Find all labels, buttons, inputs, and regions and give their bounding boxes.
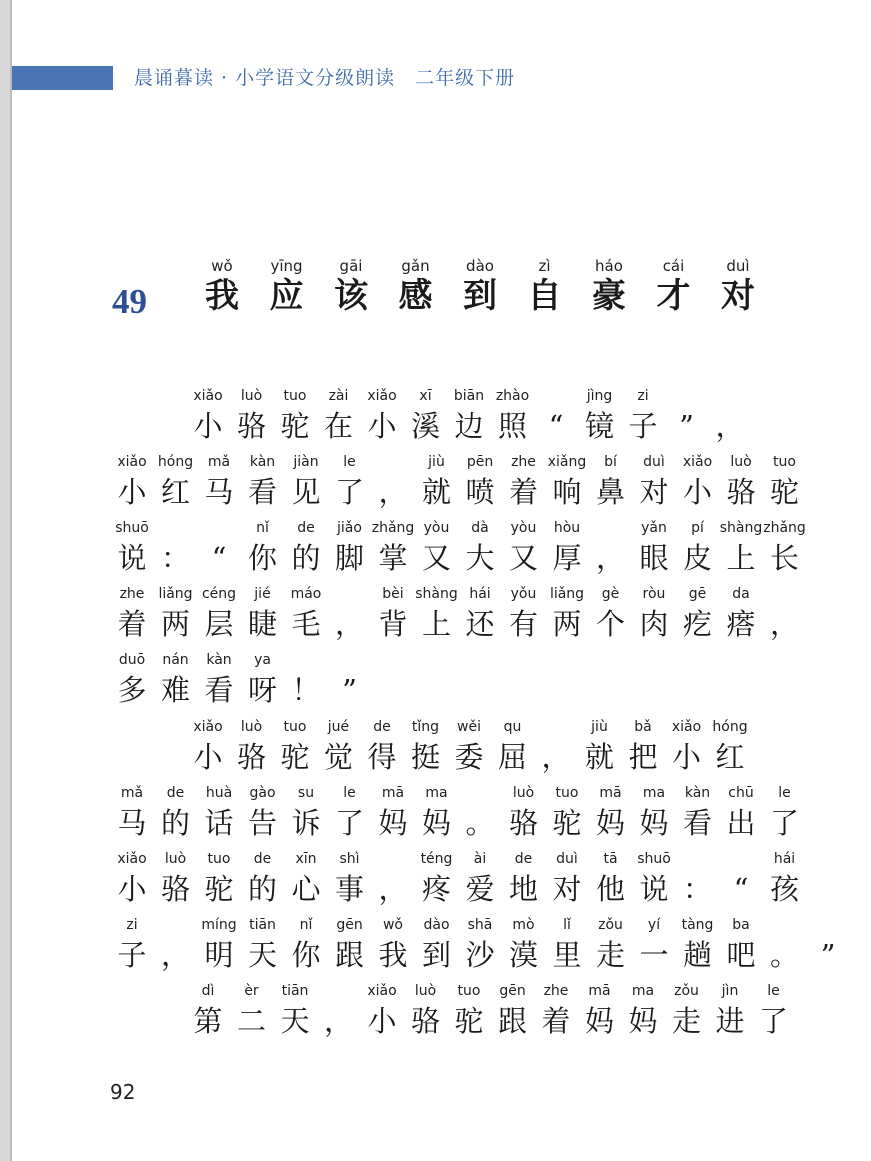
pinyin: jìn <box>721 983 739 999</box>
pinyin: tàng <box>681 917 714 933</box>
hanzi: 疙 <box>682 607 712 641</box>
pinyin: zhào <box>495 388 530 404</box>
pinyin: tuo <box>555 785 579 801</box>
hanzi: 走 <box>671 1004 701 1038</box>
pinyin: zhe <box>543 983 569 999</box>
hanzi: 漠 <box>508 938 538 972</box>
hanzi: 马 <box>204 475 234 509</box>
pinyin: gēn <box>336 917 363 933</box>
hanzi: 驼 <box>280 409 310 443</box>
pinyin: jiǎo <box>337 520 362 536</box>
hanzi: ， <box>334 607 364 641</box>
hanzi: 疼 <box>421 872 451 906</box>
hanzi: 多 <box>117 673 147 707</box>
pinyin: pí <box>691 520 704 536</box>
pinyin: yòu <box>423 520 450 536</box>
pinyin: de <box>166 785 185 801</box>
hanzi: 了 <box>334 475 364 509</box>
title-hanzi: 到 <box>463 276 497 316</box>
hanzi: 上 <box>726 541 756 575</box>
hanzi: 我 <box>378 938 408 972</box>
hanzi: 趟 <box>682 938 712 972</box>
pinyin: xiǎo <box>671 719 702 735</box>
running-header: 晨诵暮读 · 小学语文分级朗读 二年级下册 <box>134 67 516 89</box>
pinyin: shì <box>339 851 360 867</box>
hanzi: 心 <box>291 872 321 906</box>
pinyin: duì <box>556 851 578 867</box>
pinyin: nǐ <box>256 520 269 536</box>
pinyin: tuo <box>283 388 307 404</box>
pinyin: ma <box>631 983 655 999</box>
hanzi: 小 <box>367 1004 397 1038</box>
hanzi: 驼 <box>552 806 582 840</box>
hanzi: ， <box>541 740 571 774</box>
hanzi: 边 <box>454 409 484 443</box>
title-pinyin: cái <box>662 257 685 275</box>
hanzi: 挺 <box>410 740 440 774</box>
pinyin: kàn <box>684 785 711 801</box>
hanzi: ！ <box>291 673 321 707</box>
hanzi: 骆 <box>236 740 266 774</box>
hanzi: 骆 <box>160 872 190 906</box>
hanzi: 子 <box>628 409 658 443</box>
hanzi: 毛 <box>291 607 321 641</box>
hanzi: 两 <box>160 607 190 641</box>
pinyin: dà <box>471 520 489 536</box>
pinyin: wǒ <box>382 917 403 933</box>
hanzi: 镜 <box>584 409 614 443</box>
pinyin: su <box>297 785 315 801</box>
hanzi: 着 <box>541 1004 571 1038</box>
pinyin: tiān <box>249 917 276 933</box>
pinyin: yǒu <box>510 586 537 602</box>
hanzi: ： <box>682 872 712 906</box>
hanzi: ， <box>378 872 408 906</box>
pinyin: jié <box>254 586 271 602</box>
pinyin: bèi <box>382 586 404 602</box>
pinyin <box>687 386 773 406</box>
pinyin: ya <box>254 652 271 668</box>
hanzi: 难 <box>160 673 190 707</box>
hanzi: 皮 <box>682 541 712 575</box>
pinyin: ma <box>425 785 448 801</box>
hanzi: 沙 <box>465 938 495 972</box>
title-pinyin: dào <box>466 257 494 275</box>
pinyin: hóng <box>712 719 748 735</box>
hanzi: “ <box>733 872 749 906</box>
pinyin: bí <box>604 454 617 470</box>
hanzi: 大 <box>465 541 495 575</box>
hanzi: 把 <box>628 740 658 774</box>
pinyin: lǐ <box>563 917 571 933</box>
hanzi: 跟 <box>497 1004 527 1038</box>
pinyin: luò <box>730 454 752 470</box>
title-hanzi: 才 <box>656 276 691 316</box>
hanzi: 驼 <box>280 740 310 774</box>
hanzi: 妈 <box>421 806 451 840</box>
title-pinyin: yīng <box>270 257 303 275</box>
hanzi: 爱 <box>465 872 495 906</box>
pinyin: ma <box>642 785 666 801</box>
title-pinyin: wǒ <box>211 257 233 275</box>
hanzi: 个 <box>595 607 625 641</box>
pinyin: tuo <box>207 851 231 867</box>
hanzi: ， <box>378 475 408 509</box>
hanzi: 妈 <box>584 1004 614 1038</box>
pinyin: zi <box>637 388 649 404</box>
hanzi: 妈 <box>639 806 669 840</box>
hanzi: 有 <box>508 607 538 641</box>
pinyin: liǎng <box>549 586 585 602</box>
pinyin: xiǎo <box>193 719 223 735</box>
hanzi: 还 <box>465 607 495 641</box>
page-number: 92 <box>110 1080 136 1104</box>
hanzi: “ <box>211 541 227 575</box>
pinyin <box>785 915 871 935</box>
pinyin: mǎ <box>207 454 231 470</box>
pinyin: de <box>373 719 391 735</box>
pinyin: zǒu <box>674 983 699 999</box>
hanzi: 红 <box>715 740 745 774</box>
pinyin: gē <box>688 586 707 602</box>
hanzi: 厚 <box>552 541 582 575</box>
title-pinyin: gǎn <box>401 257 430 275</box>
pinyin: hái <box>773 851 796 867</box>
pinyin: zhǎng <box>371 520 415 536</box>
hanzi: 着 <box>508 475 538 509</box>
hanzi: 小 <box>117 872 147 906</box>
pinyin: ròu <box>642 586 666 602</box>
pinyin: ba <box>732 917 750 933</box>
pinyin: zhe <box>511 454 536 470</box>
title-hanzi: 该 <box>334 276 368 316</box>
pinyin: zhǎng <box>763 520 806 536</box>
hanzi: 。 <box>769 938 799 972</box>
hanzi: 进 <box>715 1004 745 1038</box>
pinyin: xiǎo <box>117 454 147 470</box>
pinyin: hòu <box>553 520 581 536</box>
title-hanzi: 应 <box>269 276 304 316</box>
pinyin: céng <box>201 586 237 602</box>
hanzi: 瘩 <box>726 607 756 641</box>
pinyin: dào <box>423 917 450 933</box>
hanzi: 说 <box>639 872 669 906</box>
hanzi: 得 <box>367 740 397 774</box>
hanzi: 就 <box>584 740 614 774</box>
hanzi: 的 <box>160 806 190 840</box>
hanzi: 脚 <box>334 541 364 575</box>
hanzi: 掌 <box>378 541 408 575</box>
hanzi: ， <box>715 409 745 443</box>
pinyin: tiān <box>281 983 309 999</box>
pinyin: shuō <box>637 851 671 867</box>
pinyin: de <box>253 851 272 867</box>
hanzi: ， <box>769 607 799 641</box>
pinyin: xiǎo <box>682 454 713 470</box>
pinyin: tuo <box>457 983 481 999</box>
pinyin <box>307 650 393 670</box>
hanzi: ， <box>160 938 190 972</box>
hanzi: 又 <box>421 541 451 575</box>
pinyin: tā <box>603 851 618 867</box>
pinyin: chū <box>728 785 754 801</box>
pinyin: bǎ <box>634 719 652 735</box>
pinyin: ài <box>473 851 487 867</box>
hanzi: 妈 <box>378 806 408 840</box>
pinyin: kàn <box>206 652 232 668</box>
pinyin: de <box>514 851 533 867</box>
pinyin: yí <box>647 917 661 933</box>
hanzi: 对 <box>639 475 669 509</box>
pinyin: yǎn <box>641 520 667 536</box>
hanzi: 二 <box>236 1004 266 1038</box>
hanzi: 到 <box>421 938 451 972</box>
hanzi: 骆 <box>726 475 756 509</box>
hanzi: 话 <box>204 806 234 840</box>
hanzi: 驼 <box>204 872 234 906</box>
hanzi: 天 <box>247 938 277 972</box>
pinyin: gēn <box>499 983 526 999</box>
pinyin: le <box>767 983 780 999</box>
pinyin: mǎ <box>120 785 144 801</box>
title-hanzi: 豪 <box>592 276 626 316</box>
hanzi: ， <box>595 541 625 575</box>
pinyin: shàng <box>415 586 458 602</box>
pinyin: le <box>778 785 791 801</box>
hanzi: 委 <box>454 740 484 774</box>
hanzi: 呀 <box>247 673 277 707</box>
hanzi: 红 <box>160 475 190 509</box>
pinyin: xiǎo <box>193 388 223 404</box>
pinyin: luò <box>414 983 437 999</box>
hanzi: 走 <box>595 938 625 972</box>
hanzi: 小 <box>671 740 701 774</box>
hanzi: 两 <box>552 607 582 641</box>
hanzi: 了 <box>334 806 364 840</box>
hanzi: 对 <box>552 872 582 906</box>
title-pinyin: zì <box>538 257 551 275</box>
pinyin: nán <box>162 652 189 668</box>
hanzi: 他 <box>595 872 625 906</box>
pinyin: míng <box>201 917 237 933</box>
pinyin: mò <box>512 917 535 933</box>
header-color-bar <box>12 66 113 90</box>
pinyin: pēn <box>466 454 494 470</box>
hanzi: ， <box>323 1004 353 1038</box>
title-hanzi: 对 <box>721 276 755 316</box>
hanzi: 响 <box>552 475 582 509</box>
pinyin: xiǎo <box>367 388 397 404</box>
hanzi: 睫 <box>247 607 277 641</box>
hanzi: 看 <box>247 475 277 509</box>
pinyin: yòu <box>510 520 537 536</box>
pinyin: tuo <box>773 454 796 470</box>
hanzi: 喷 <box>465 475 495 509</box>
hanzi: 一 <box>639 938 669 972</box>
title-hanzi: 感 <box>398 276 433 316</box>
pinyin: zi <box>126 917 138 933</box>
pinyin: jiàn <box>293 454 319 470</box>
hanzi: 吧 <box>726 938 756 972</box>
hanzi: 层 <box>204 607 234 641</box>
pinyin: èr <box>244 983 259 999</box>
hanzi: ” <box>820 938 836 972</box>
pinyin: jiù <box>428 454 445 470</box>
hanzi: 小 <box>193 409 223 443</box>
hanzi: 骆 <box>236 409 266 443</box>
hanzi: 小 <box>367 409 397 443</box>
hanzi: 屈 <box>497 740 527 774</box>
pinyin: dì <box>201 983 215 999</box>
pinyin: huà <box>205 785 233 801</box>
hanzi: 诉 <box>291 806 321 840</box>
hanzi: 驼 <box>454 1004 484 1038</box>
pinyin: zǒu <box>598 917 623 933</box>
title-pinyin: háo <box>595 257 623 275</box>
pinyin: luò <box>240 719 263 735</box>
hanzi: 事 <box>334 872 364 906</box>
hanzi: 驼 <box>769 475 799 509</box>
hanzi: 鼻 <box>595 475 625 509</box>
hanzi: 眼 <box>639 541 669 575</box>
hanzi: ： <box>160 541 190 575</box>
pinyin: shuō <box>115 520 149 536</box>
hanzi: 出 <box>726 806 756 840</box>
pinyin: tǐng <box>411 719 440 735</box>
pinyin: luò <box>240 388 263 404</box>
pinyin: de <box>297 520 315 536</box>
hanzi: 了 <box>758 1004 788 1038</box>
pinyin: xiǎo <box>117 851 147 867</box>
hanzi: 子 <box>117 938 147 972</box>
pinyin: liǎng <box>158 586 193 602</box>
pinyin: biān <box>453 388 485 404</box>
hanzi: 照 <box>497 409 527 443</box>
hanzi: ” <box>342 673 357 707</box>
hanzi: 妈 <box>595 806 625 840</box>
pinyin: luò <box>512 785 535 801</box>
pinyin: qu <box>503 719 522 735</box>
pinyin: jué <box>327 719 350 735</box>
pinyin: mā <box>599 785 622 801</box>
pinyin: téng <box>420 851 453 867</box>
hanzi: 肉 <box>639 607 669 641</box>
hanzi: 说 <box>117 541 147 575</box>
pinyin: le <box>343 454 356 470</box>
hanzi: 又 <box>508 541 538 575</box>
hanzi: 你 <box>247 541 277 575</box>
pinyin: zài <box>328 388 349 404</box>
hanzi: 着 <box>117 607 147 641</box>
hanzi: 告 <box>247 806 277 840</box>
hanzi: 。 <box>465 806 495 840</box>
pinyin: da <box>732 586 750 602</box>
pinyin: luò <box>164 851 187 867</box>
pinyin: shàng <box>719 520 763 536</box>
hanzi: 就 <box>421 475 451 509</box>
pinyin: xiǎo <box>367 983 397 999</box>
hanzi: 看 <box>682 806 712 840</box>
hanzi: 的 <box>247 872 277 906</box>
book-spine-edge <box>0 0 10 1161</box>
lesson-number: 49 <box>112 282 147 321</box>
hanzi: 溪 <box>410 409 440 443</box>
hanzi: 地 <box>508 872 538 906</box>
hanzi: 上 <box>421 607 451 641</box>
pinyin: wěi <box>457 719 481 735</box>
hanzi: 骆 <box>508 806 538 840</box>
hanzi: ” <box>679 409 694 443</box>
pinyin: jìng <box>586 388 613 404</box>
pinyin: xī <box>419 388 432 404</box>
pinyin: xiǎng <box>547 454 587 470</box>
pinyin: le <box>343 785 356 801</box>
hanzi: 里 <box>552 938 582 972</box>
hanzi: 马 <box>117 806 147 840</box>
hanzi: 小 <box>682 475 712 509</box>
hanzi: 第 <box>193 1004 223 1038</box>
hanzi: 妈 <box>628 1004 658 1038</box>
pinyin: zhe <box>119 586 145 602</box>
hanzi: 长 <box>769 541 799 575</box>
hanzi: 你 <box>291 938 321 972</box>
pinyin: mā <box>588 983 611 999</box>
pinyin: duō <box>118 652 146 668</box>
hanzi: 看 <box>204 673 234 707</box>
pinyin: nǐ <box>299 917 313 933</box>
pinyin: hái <box>469 586 491 602</box>
pinyin: tuo <box>283 719 307 735</box>
pinyin: hóng <box>157 454 194 470</box>
hanzi: 骆 <box>410 1004 440 1038</box>
hanzi: 小 <box>117 475 147 509</box>
hanzi: 天 <box>280 1004 310 1038</box>
pinyin: mā <box>381 785 405 801</box>
title-hanzi: 我 <box>205 276 239 316</box>
pinyin: shā <box>467 917 493 933</box>
title-pinyin: gāi <box>339 257 363 275</box>
hanzi: 在 <box>323 409 353 443</box>
pinyin: gào <box>249 785 276 801</box>
hanzi: 明 <box>204 938 234 972</box>
hanzi: 的 <box>291 541 321 575</box>
title-hanzi: 自 <box>527 276 562 316</box>
hanzi: 跟 <box>334 938 364 972</box>
book-spine-line <box>10 0 12 1161</box>
hanzi: 背 <box>378 607 408 641</box>
pinyin <box>742 584 828 604</box>
hanzi: 小 <box>193 740 223 774</box>
hanzi: “ <box>548 409 564 443</box>
hanzi: 见 <box>291 475 321 509</box>
pinyin: duì <box>643 454 665 470</box>
pinyin: máo <box>290 586 322 602</box>
pinyin: gè <box>601 586 620 602</box>
hanzi: 了 <box>769 806 799 840</box>
pinyin: jiù <box>591 719 608 735</box>
hanzi: 觉 <box>323 740 353 774</box>
title-pinyin: duì <box>726 257 750 275</box>
pinyin: xīn <box>295 851 317 867</box>
hanzi: 孩 <box>769 872 799 906</box>
pinyin: kàn <box>249 454 276 470</box>
